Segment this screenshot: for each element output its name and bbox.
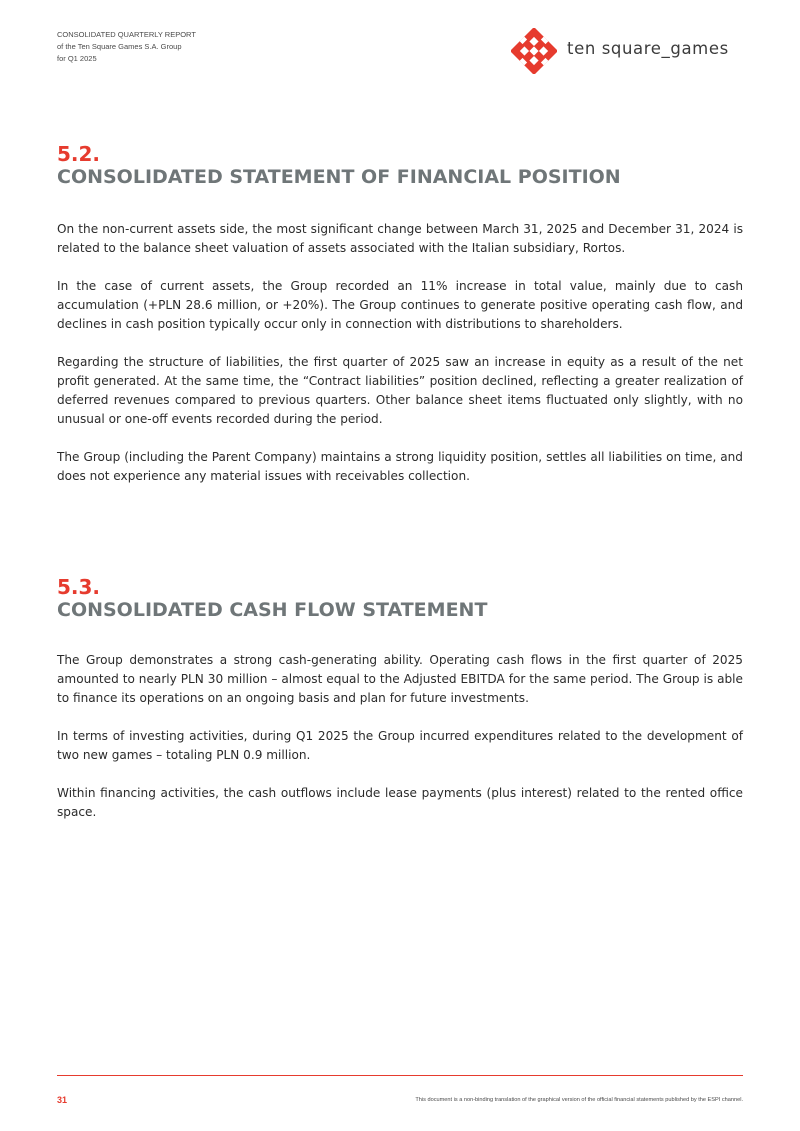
paragraph: Within financing activities, the cash outflows include lease payments (plus interest) related to the rented office space.: [57, 786, 743, 819]
report-header: [57, 29, 196, 65]
section-number: 5.3.: [57, 575, 101, 599]
section-title: CONSOLIDATED CASH FLOW STATEMENT: [57, 599, 488, 621]
report-company-line: of the Ten Square Games S.A. Group: [57, 42, 182, 51]
section-cash-flow: [57, 576, 743, 841]
company-logo: [511, 28, 751, 74]
paragraph: In terms of investing activities, during Q1 2025 the Group incurred expenditures related to the development of two new games – totaling PLN 0.9 million.: [57, 729, 743, 762]
paragraph: The Group (including the Parent Company) maintains a strong liquidity position, settles all liabilities on time, and does not experience any material issues with receivables collection.: [57, 450, 743, 483]
paragraph: The Group demonstrates a strong cash-generating ability. Operating cash flows in the first quarter of 2025 amounted to nearly PLN 30 million – almost equal to the Adjusted EBITDA for the same period. The Group is able to finance its operations on an ongoing basis and plan for future investments.: [57, 653, 743, 705]
footer-divider: [57, 1075, 743, 1076]
logo-diamond-icon: [511, 28, 557, 74]
report-title-line: CONSOLIDATED QUARTERLY REPORT: [57, 30, 196, 39]
logo-wordmark: ten square_games: [567, 39, 729, 58]
report-period-line: for Q1 2025: [57, 54, 97, 63]
paragraph: Regarding the structure of liabilities, the first quarter of 2025 saw an increase in equity as a result of the net profit generated. At the same time, the “Contract liabilities” position declined, reflecting a greater realization of deferred revenues compared to previous quarters. Other balance sheet items fluctuated only slightly, with no unusual or one-off events recorded during the period.: [57, 355, 743, 426]
paragraph: In the case of current assets, the Group recorded an 11% increase in total value, mainly due to cash accumulation (+PLN 28.6 million, or +20%). The Group continues to generate positive operating cash flow, and declines in cash position typically occur only in connection with distributions to shareholders.: [57, 279, 743, 331]
section-title: CONSOLIDATED STATEMENT OF FINANCIAL POSITION: [57, 166, 621, 188]
page-number: 31: [57, 1095, 68, 1105]
footer-disclaimer: This document is a non-binding translation of the graphical version of the official financial statements published by the ESPI channel.: [415, 1097, 743, 1103]
section-number: 5.2.: [57, 142, 101, 166]
paragraph: On the non-current assets side, the most significant change between March 31, 2025 and December 31, 2024 is related to the balance sheet valuation of assets associated with the Italian subsidiary, Rortos.: [57, 222, 743, 255]
section-financial-position: [57, 143, 743, 505]
